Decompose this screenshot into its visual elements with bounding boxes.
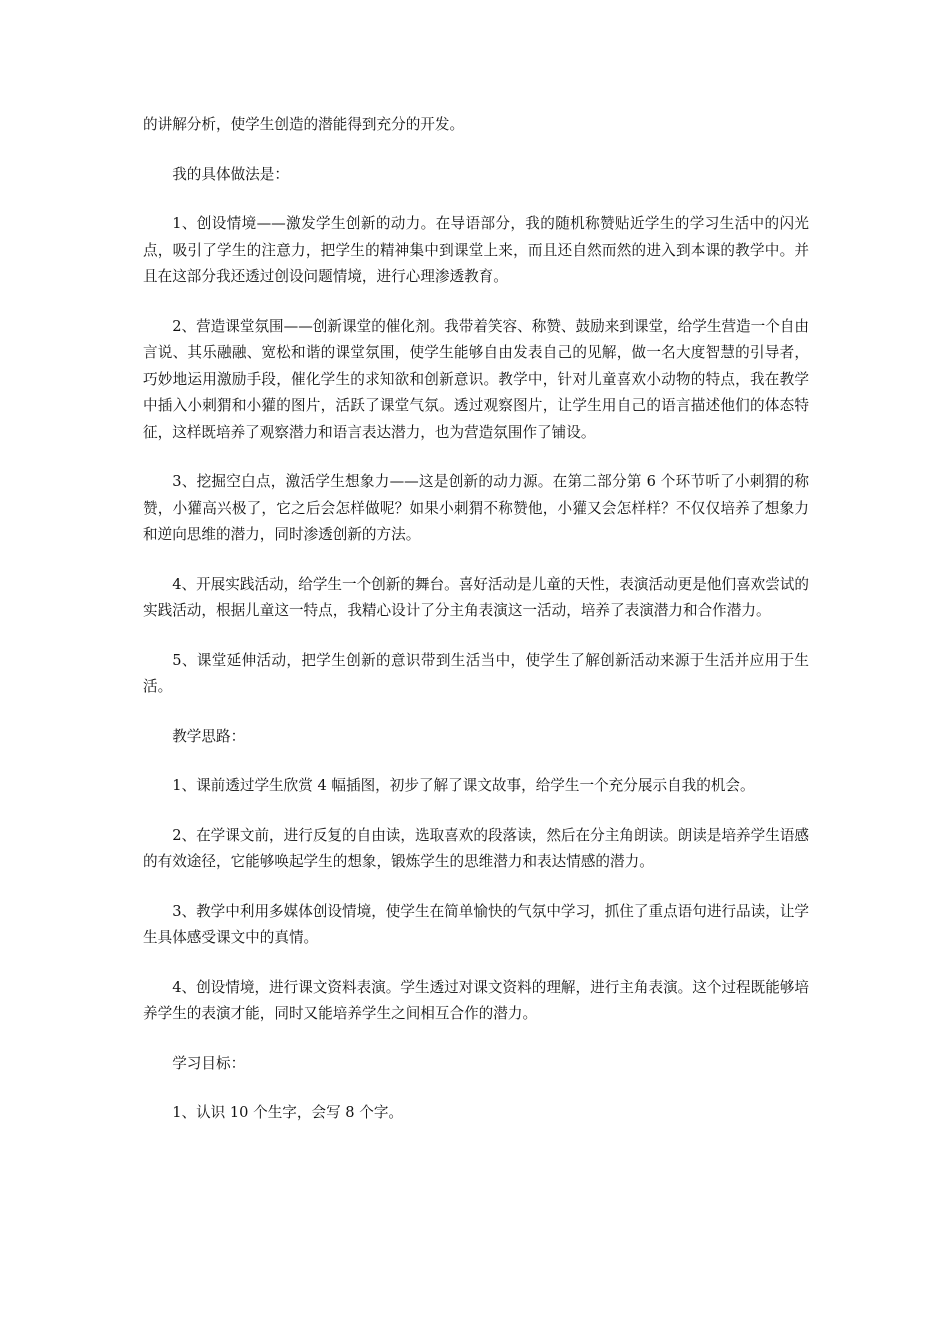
paragraph-goal-1: 1、认识 10 个生字，会写 8 个字。 — [172, 1104, 404, 1121]
paragraph-method-5: 5、课堂延伸活动，把学生创新的意识带到生活当中，使学生了解创新活动来源于生活并应用于生活。 — [143, 651, 809, 695]
paragraph-method-1: 1、创设情境——激发学生创新的动力。在导语部分，我的随机称赞贴近学生的学习生活中的闪光点，吸引了学生的注意力，把学生的精神集中到课堂上来，而且还自然而然的进入到本课的教学中。并且在这部分我还透过创设问题情境，进行心理渗透教育。 — [143, 215, 809, 285]
paragraph-intro-continuation: 的讲解分析，使学生创造的潜能得到充分的开发。 — [143, 116, 465, 133]
paragraph-approach-3: 3、教学中利用多媒体创设情境，使学生在简单愉快的气氛中学习，抓住了重点语句进行品读，让学生具体感受课文中的真情。 — [143, 902, 810, 946]
paragraph-method-heading: 我的具体做法是： — [172, 165, 289, 183]
paragraph-teaching-approach-heading: 教学思路： — [172, 727, 246, 745]
paragraph-method-3: 3、挖掘空白点，激活学生想象力——这是创新的动力源。在第二部分第 6 个环节听了小刺猬的称赞，小獾高兴极了，它之后会怎样做呢？如果小刺猬不称赞他，小獾又会怎样样？不仅仅培养了想象力和逆向思维的潜力，同时渗透创新的方法。 — [143, 473, 809, 543]
paragraph-approach-1: 1、课前透过学生欣赏 4 幅插图，初步了解了课文故事，给学生一个充分展示自我的机会。 — [172, 777, 755, 794]
paragraph-approach-2: 2、在学课文前，进行反复的自由读，选取喜欢的段落读，然后在分主角朗读。朗读是培养学生语感的有效途径，它能够唤起学生的想象，锻炼学生的思维潜力和表达情感的潜力。 — [143, 826, 810, 870]
paragraph-method-4: 4、开展实践活动，给学生一个创新的舞台。喜好活动是儿童的天性，表演活动更是他们喜欢尝试的实践活动，根据儿童这一特点，我精心设计了分主角表演这一活动，培养了表演潜力和合作潜力。 — [143, 575, 810, 619]
paragraph-approach-4: 4、创设情境，进行课文资料表演。学生透过对课文资料的理解，进行主角表演。这个过程既能够培养学生的表演才能，同时又能培养学生之间相互合作的潜力。 — [143, 978, 810, 1022]
paragraph-method-2: 2、营造课堂氛围——创新课堂的催化剂。我带着笑容、称赞、鼓励来到课堂，给学生营造一个自由言说、其乐融融、宽松和谐的课堂氛围，使学生能够自由发表自己的见解，做一名大度智慧的引导者，巧妙地运用激励手段，催化学生的求知欲和创新意识。教学中，针对儿童喜欢小动物的特点，我在教学中插入小刺猬和小獾的图片，活跃了课堂气氛。透过观察图片，让学生用自己的语言描述他们的体态特征，这样既培养了观察潜力和语言表达潜力，也为营造氛围作了铺设。 — [143, 317, 810, 441]
document-page — [143, 112, 809, 1150]
paragraph-learning-goals-heading: 学习目标： — [172, 1054, 246, 1072]
